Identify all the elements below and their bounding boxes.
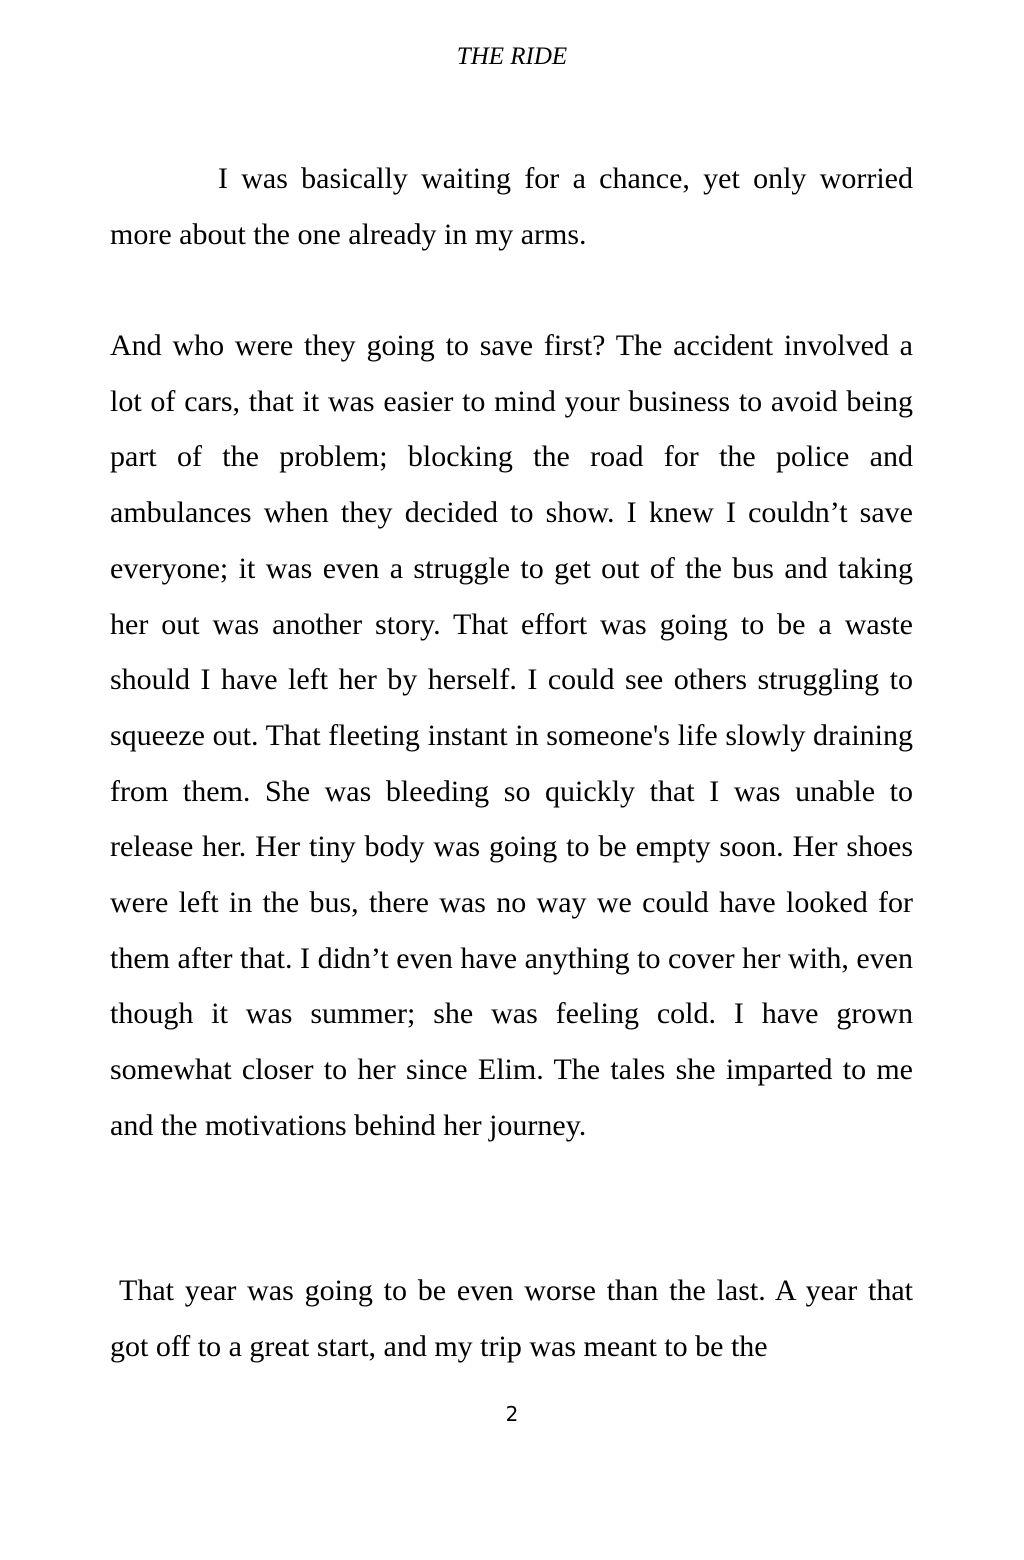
paragraph-1: I was basically waiting for a chance, yet only worried more about the one already in my arms. [110, 162, 913, 251]
page-number: 2 [505, 1402, 519, 1426]
paragraph-3: That year was going to be even worse than the last. A year that got off to a great start, and my trip was meant to be the [110, 1274, 913, 1363]
paragraph-2: And who were they going to save first? The accident involved a lot of cars, that it was easier to mind your business to avoid being part of the problem; blocking the road for the police and ambulances when they decided to show. I knew I couldn’t save everyone; it was even a struggle to get out of the bus and taking her out was another story. That effort was going to be a waste should I have left her by herself. I could see others struggling to squeeze out. That fleeting instant in someone's life slowly draining from them. She was bleeding so quickly that I was unable to release her. Her tiny body was going to be empty soon. Her shoes were left in the bus, there was no way we could have looked for them after that. I didn’t even have anything to cover her with, even though it was summer; she was feeling cold. I have grown somewhat closer to her since Elim. The tales she imparted to me and the motivations behind her journey. [110, 329, 913, 1142]
running-header-title: THE RIDE [456, 43, 568, 70]
